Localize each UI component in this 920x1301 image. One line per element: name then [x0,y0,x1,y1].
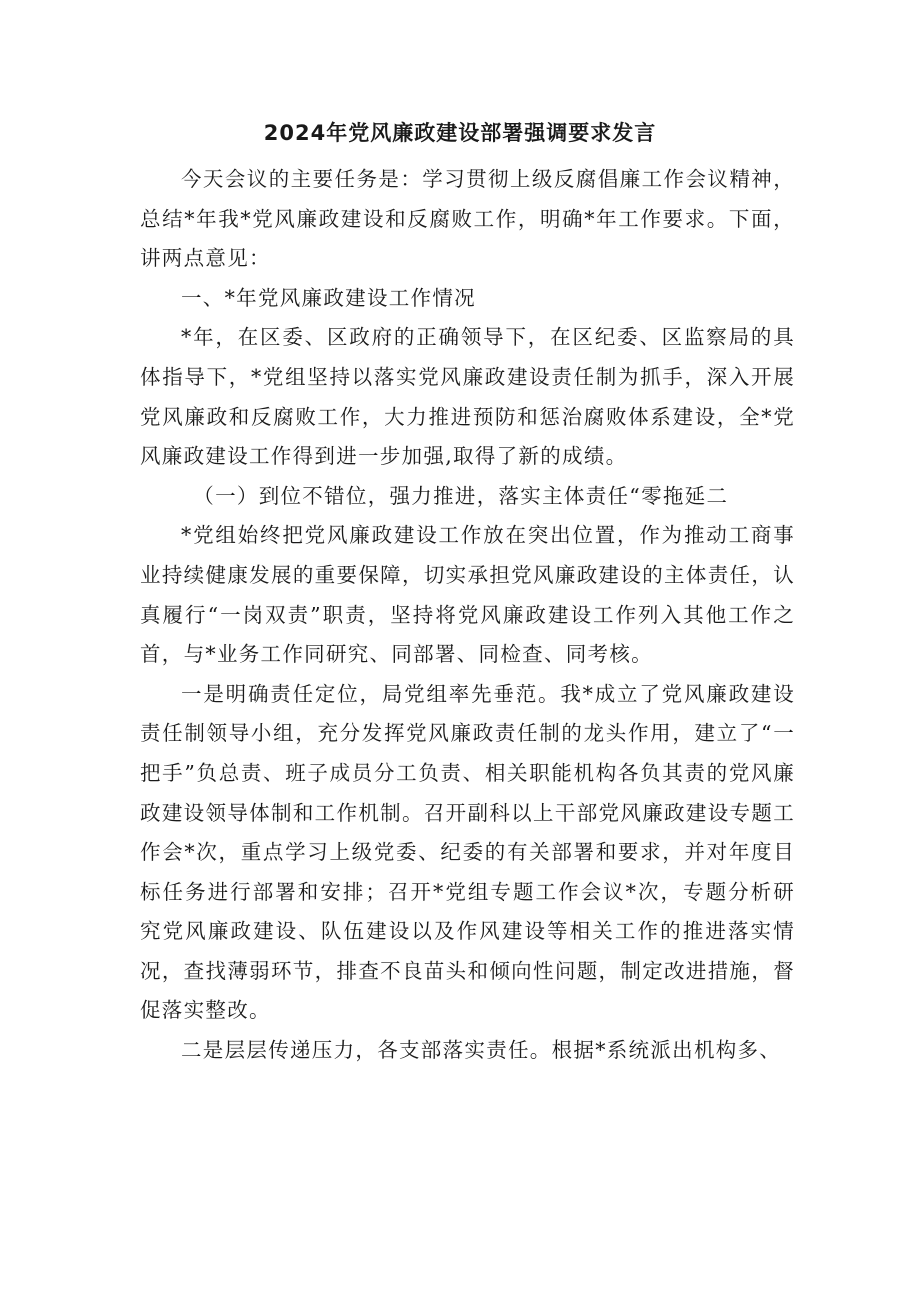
document-title: 2024年党风廉政建设部署强调要求发言 [263,121,657,145]
paragraph-overview: *年，在区委、区政府的正确领导下，在区纪委、区监察局的具体指导下，*党组坚持以落实党风廉政建设责任制为抓手，深入开展党风廉政和反腐败工作，大力推进预防和惩治腐败体系建设，全*党风廉政建设工作得到进一步加强,取得了新的成绩。 [140,325,795,469]
paragraph-party-group: *党组始终把党风廉政建设工作放在突出位置，作为推动工商事业持续健康发展的重要保障，切实承担党风廉政建设的主体责任，认真履行“一岗双责”职责，坚持将党风廉政建设工作列入其他工作之首，与*业务工作同研究、同部署、同检查、同考核。 [140,523,795,667]
subsection-heading-1: （一）到位不错位，强力推进，落实主体责任“零拖延二 [193,483,729,508]
paragraph-point-two: 二是层层传递压力，各支部落实责任。根据*系统派出机构多、 [181,1038,782,1063]
document-body [140,160,795,1071]
paragraph-point-one: 一是明确责任定位，局党组率先垂范。我*成立了党风廉政建设责任制领导小组，充分发挥党风廉政责任制的龙头作用，建立了“一把手”负总责、班子成员分工负责、相关职能机构各负其责的党风廉政建设领导体制和工作机制。召开副科以上干部党风廉政建设专题工作会*次，重点学习上级党委、纪委的有关部署和要求，并对年度目标任务进行部署和安排；召开*党组专题工作会议*次，专题分析研究党风廉政建设、队伍建设以及作风建设等相关工作的推进落实情况，查找薄弱环节，排查不良苗头和倾向性问题，制定改进措施，督促落实整改。 [140,681,795,1023]
section-heading-1: 一、*年党风廉政建设工作情况 [181,285,476,310]
paragraph-intro: 今天会议的主要任务是：学习贯彻上级反腐倡廉工作会议精神，总结*年我*党风廉政建设和反腐败工作，明确*年工作要求。下面，讲两点意见： [140,167,795,271]
